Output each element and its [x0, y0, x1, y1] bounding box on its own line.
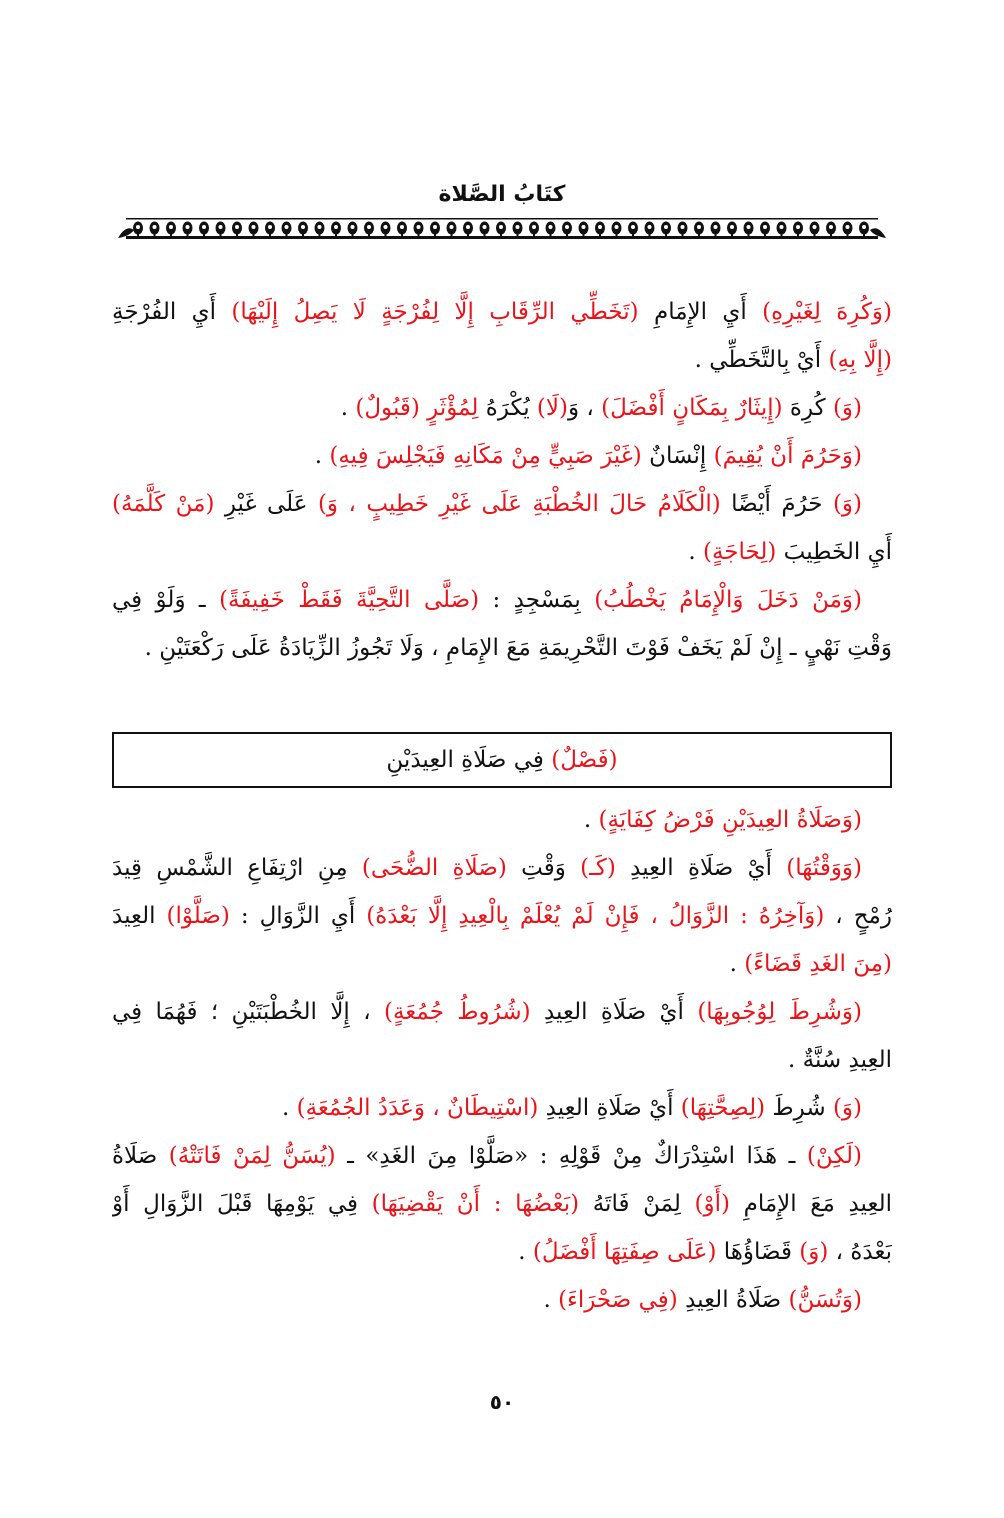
sharh-text: مِنِ ارْتِفَاعِ الشَّمْسِ قِيدَ [112, 855, 362, 881]
matn-text: (غَيْرَ صَبِيٍّ مِنْ مَكَانِهِ فَيَجْلِسَ فِيهِ) [329, 443, 642, 469]
matn-text: (وَمَنْ دَخَلَ وَالْإِمَامُ يَخْطُبُ) [594, 587, 862, 613]
sharh-text: يُكْرَهُ [478, 395, 537, 421]
sharh-text: أَيِ الخَطِيبَ [776, 539, 892, 565]
matn-text: (وَ) [832, 395, 862, 421]
matn-text: (وَ) [832, 491, 862, 517]
matn-text: (فِي صَحْرَاءَ) [558, 1287, 678, 1313]
matn-text: (وَ) [799, 1239, 829, 1265]
sharh-text: عَلَى غَيْرِ [214, 491, 318, 517]
text-line [112, 1036, 892, 1084]
text-line [112, 1180, 892, 1228]
matn-text: (شُرُوطُ جُمُعَةٍ) [384, 999, 531, 1025]
matn-text: (مِنَ الغَدِ قَضَاءً) [744, 951, 892, 977]
text-line [112, 940, 892, 988]
sharh-text: أَيْ صَلَاةِ العِيدِ [615, 855, 787, 881]
text-line [112, 528, 892, 576]
matn-text: (صَلَاةِ الضُّحَى) [361, 855, 507, 881]
matn-text: (لَا) [536, 395, 568, 421]
sharh-text: كُرِهَ [782, 395, 833, 421]
sharh-text: رُمْحٍ ، [824, 903, 892, 929]
matn-text: (مَنْ كَلَّمَهُ) [112, 491, 215, 517]
matn-text: (اسْتِيطَانٌ ، وَعَدَدُ الجُمُعَةِ) [296, 1095, 539, 1121]
page-number: ٥٠ [489, 1390, 515, 1414]
sharh-text: . [729, 951, 745, 977]
sharh-text: لِمَنْ فَاتَهُ [579, 1191, 695, 1217]
sharh-text: ، وَ [568, 395, 602, 421]
matn-text: (عَلَى صِفَتِهَا أَفْضَلُ) [532, 1239, 717, 1265]
matn-text: (وَشُرِطَ لِوُجُوبِهَا) [697, 999, 862, 1025]
matn-text: (وَكُرِهَ لِغَيْرِهِ) [762, 299, 892, 325]
section-heading-box [112, 732, 892, 788]
text-line [112, 1228, 892, 1276]
matn-text: (وَآخِرُهُ : الزَّوَالُ ، فَإِنْ لَمْ يُعْلَمْ بِالْعِيدِ إِلَّا بَعْدَهُ) [366, 903, 825, 929]
text-line [112, 384, 892, 432]
text-line [112, 288, 892, 336]
text-line [112, 576, 892, 624]
matn-text: (وَتُسَنُّ) [788, 1287, 862, 1313]
matn-text: (بَعْضُهَا : أَنْ يَقْضِيَهَا) [371, 1191, 580, 1217]
text-line [112, 480, 892, 528]
sharh-text: العِيدَ [112, 903, 167, 929]
sharh-text: بِمَسْجِدٍ : [479, 587, 595, 613]
matn-text: (وَحَرُمَ أَنْ يُقِيمَ) [713, 443, 862, 469]
sharh-text: ـ هَذَا اسْتِدْرَاكٌ مِنْ قَوْلِهِ : «صَلَّوْا مِنَ الغَدِ» ـ [335, 1143, 807, 1169]
matn-text: (صَلَّى التَّحِيَّةَ فَقَطْ خَفِيفَةً) [219, 587, 480, 613]
section-heading [386, 747, 617, 773]
matn-text: (وَصَلَاةُ العِيدَيْنِ فَرْضُ كِفَايَةٍ) [598, 807, 862, 833]
text-line [112, 336, 892, 384]
matn-text: (فَصْلٌ) [551, 747, 618, 773]
sharh-text: أَيْ بِالتَّخَطِّي . [694, 347, 829, 373]
sharh-text: . [688, 539, 703, 565]
sharh-text: أَيِ الإِمَامِ [638, 299, 763, 325]
sharh-text: شُرِطَ [765, 1095, 833, 1121]
sharh-text: ، إِلَّا الخُطْبَتَيْنِ ؛ فَهُمَا فِي [112, 999, 384, 1025]
text-line [112, 796, 892, 844]
matn-text: (لَكِنْ) [806, 1143, 863, 1169]
text-line [112, 432, 892, 480]
sharh-text: صَلَاةُ العِيدِ [677, 1287, 789, 1313]
matn-text: لِمُؤْثَرٍ (قَبُولٌ) [355, 395, 479, 421]
matn-text: (إِلَّا بِهِ) [828, 347, 892, 373]
matn-text: (يُسَنُّ لِمَنْ فَاتَتْهُ) [168, 1143, 336, 1169]
running-header-title: كتَابُ الصَّلاة [438, 182, 566, 207]
book-page [112, 180, 892, 1414]
paragraph-block-top [112, 288, 892, 672]
sharh-text: أَيِ الفُرْجَةِ [112, 299, 232, 325]
sharh-text: بَعْدَهُ ، [828, 1239, 892, 1265]
sharh-text: ـ وَلَوْ فِي [112, 587, 220, 613]
matn-text: (صَلَّوْا) [166, 903, 230, 929]
sharh-text: . [314, 443, 330, 469]
sharh-text: العِيدِ سُنَّةٌ . [788, 1047, 892, 1073]
sharh-text: فِي يَوْمِهَا قَبْلَ الزَّوَالِ أَوْ [112, 1191, 372, 1217]
sharh-text: . [281, 1095, 297, 1121]
sharh-text: وَقْتِ [506, 855, 581, 881]
matn-text: (إِيثَارٌ بِمَكَانٍ أَفْضَلَ) [601, 395, 783, 421]
sharh-text: . [543, 1287, 559, 1313]
matn-text: (أَوْ) [694, 1191, 730, 1217]
matn-text: (لِحَاجَةٍ) [702, 539, 777, 565]
matn-text: (الْكَلَامُ حَالَ الخُطْبَةِ عَلَى غَيْرِ خَطِيبٍ ، وَ) [317, 491, 721, 517]
sharh-text: قَضَاؤُهَا [716, 1239, 800, 1265]
sharh-text: . [340, 395, 356, 421]
sharh-text: أَيِ الزَّوَالِ : [229, 903, 367, 929]
matn-text: (لِصِحَّتِهَا) [680, 1095, 766, 1121]
text-line [112, 892, 892, 940]
sharh-text: فِي صَلَاةِ العِيدَيْنِ [386, 747, 552, 773]
matn-text: (وَ) [832, 1095, 862, 1121]
text-line [112, 844, 892, 892]
text-line [112, 988, 892, 1036]
sharh-text: العِيدِ مَعَ الإِمَامِ [729, 1191, 892, 1217]
matn-text: (تَخَطِّي الرِّقَابِ إِلَّا لِفُرْجَةٍ لَا يَصِلُ إِلَيْهَا) [231, 299, 639, 325]
sharh-text: . [518, 1239, 533, 1265]
text-line [112, 1276, 892, 1324]
text-line [112, 624, 892, 672]
sharh-text: إِنْسَانٌ [641, 443, 714, 469]
sharh-text: أَيْ صَلَاةِ العِيدِ [538, 1095, 681, 1121]
sharh-text: حَرُمَ أَيْضًا [720, 491, 833, 517]
matn-text: (وَوَقْتُهَا) [786, 855, 863, 881]
text-line [112, 1132, 892, 1180]
sharh-text: صَلَاةُ [112, 1143, 169, 1169]
matn-text: (كَـ) [580, 855, 616, 881]
floral-border-ornament-icon [112, 216, 892, 242]
sharh-text: وَقْتِ نَهْيٍ ـ إِنْ لَمْ يَخَفْ فَوْتَ التَّحْرِيمَةِ مَعَ الإِمَامِ ، وَلَا تَجُوزُ الزِّيَادَةُ عَلَى رَكْعَتَيْنِ . [144, 635, 892, 661]
sharh-text: أَيْ صَلَاةِ العِيدِ [530, 999, 698, 1025]
paragraph-block-bottom [112, 796, 892, 1324]
sharh-text: . [583, 807, 599, 833]
text-line [112, 1084, 892, 1132]
